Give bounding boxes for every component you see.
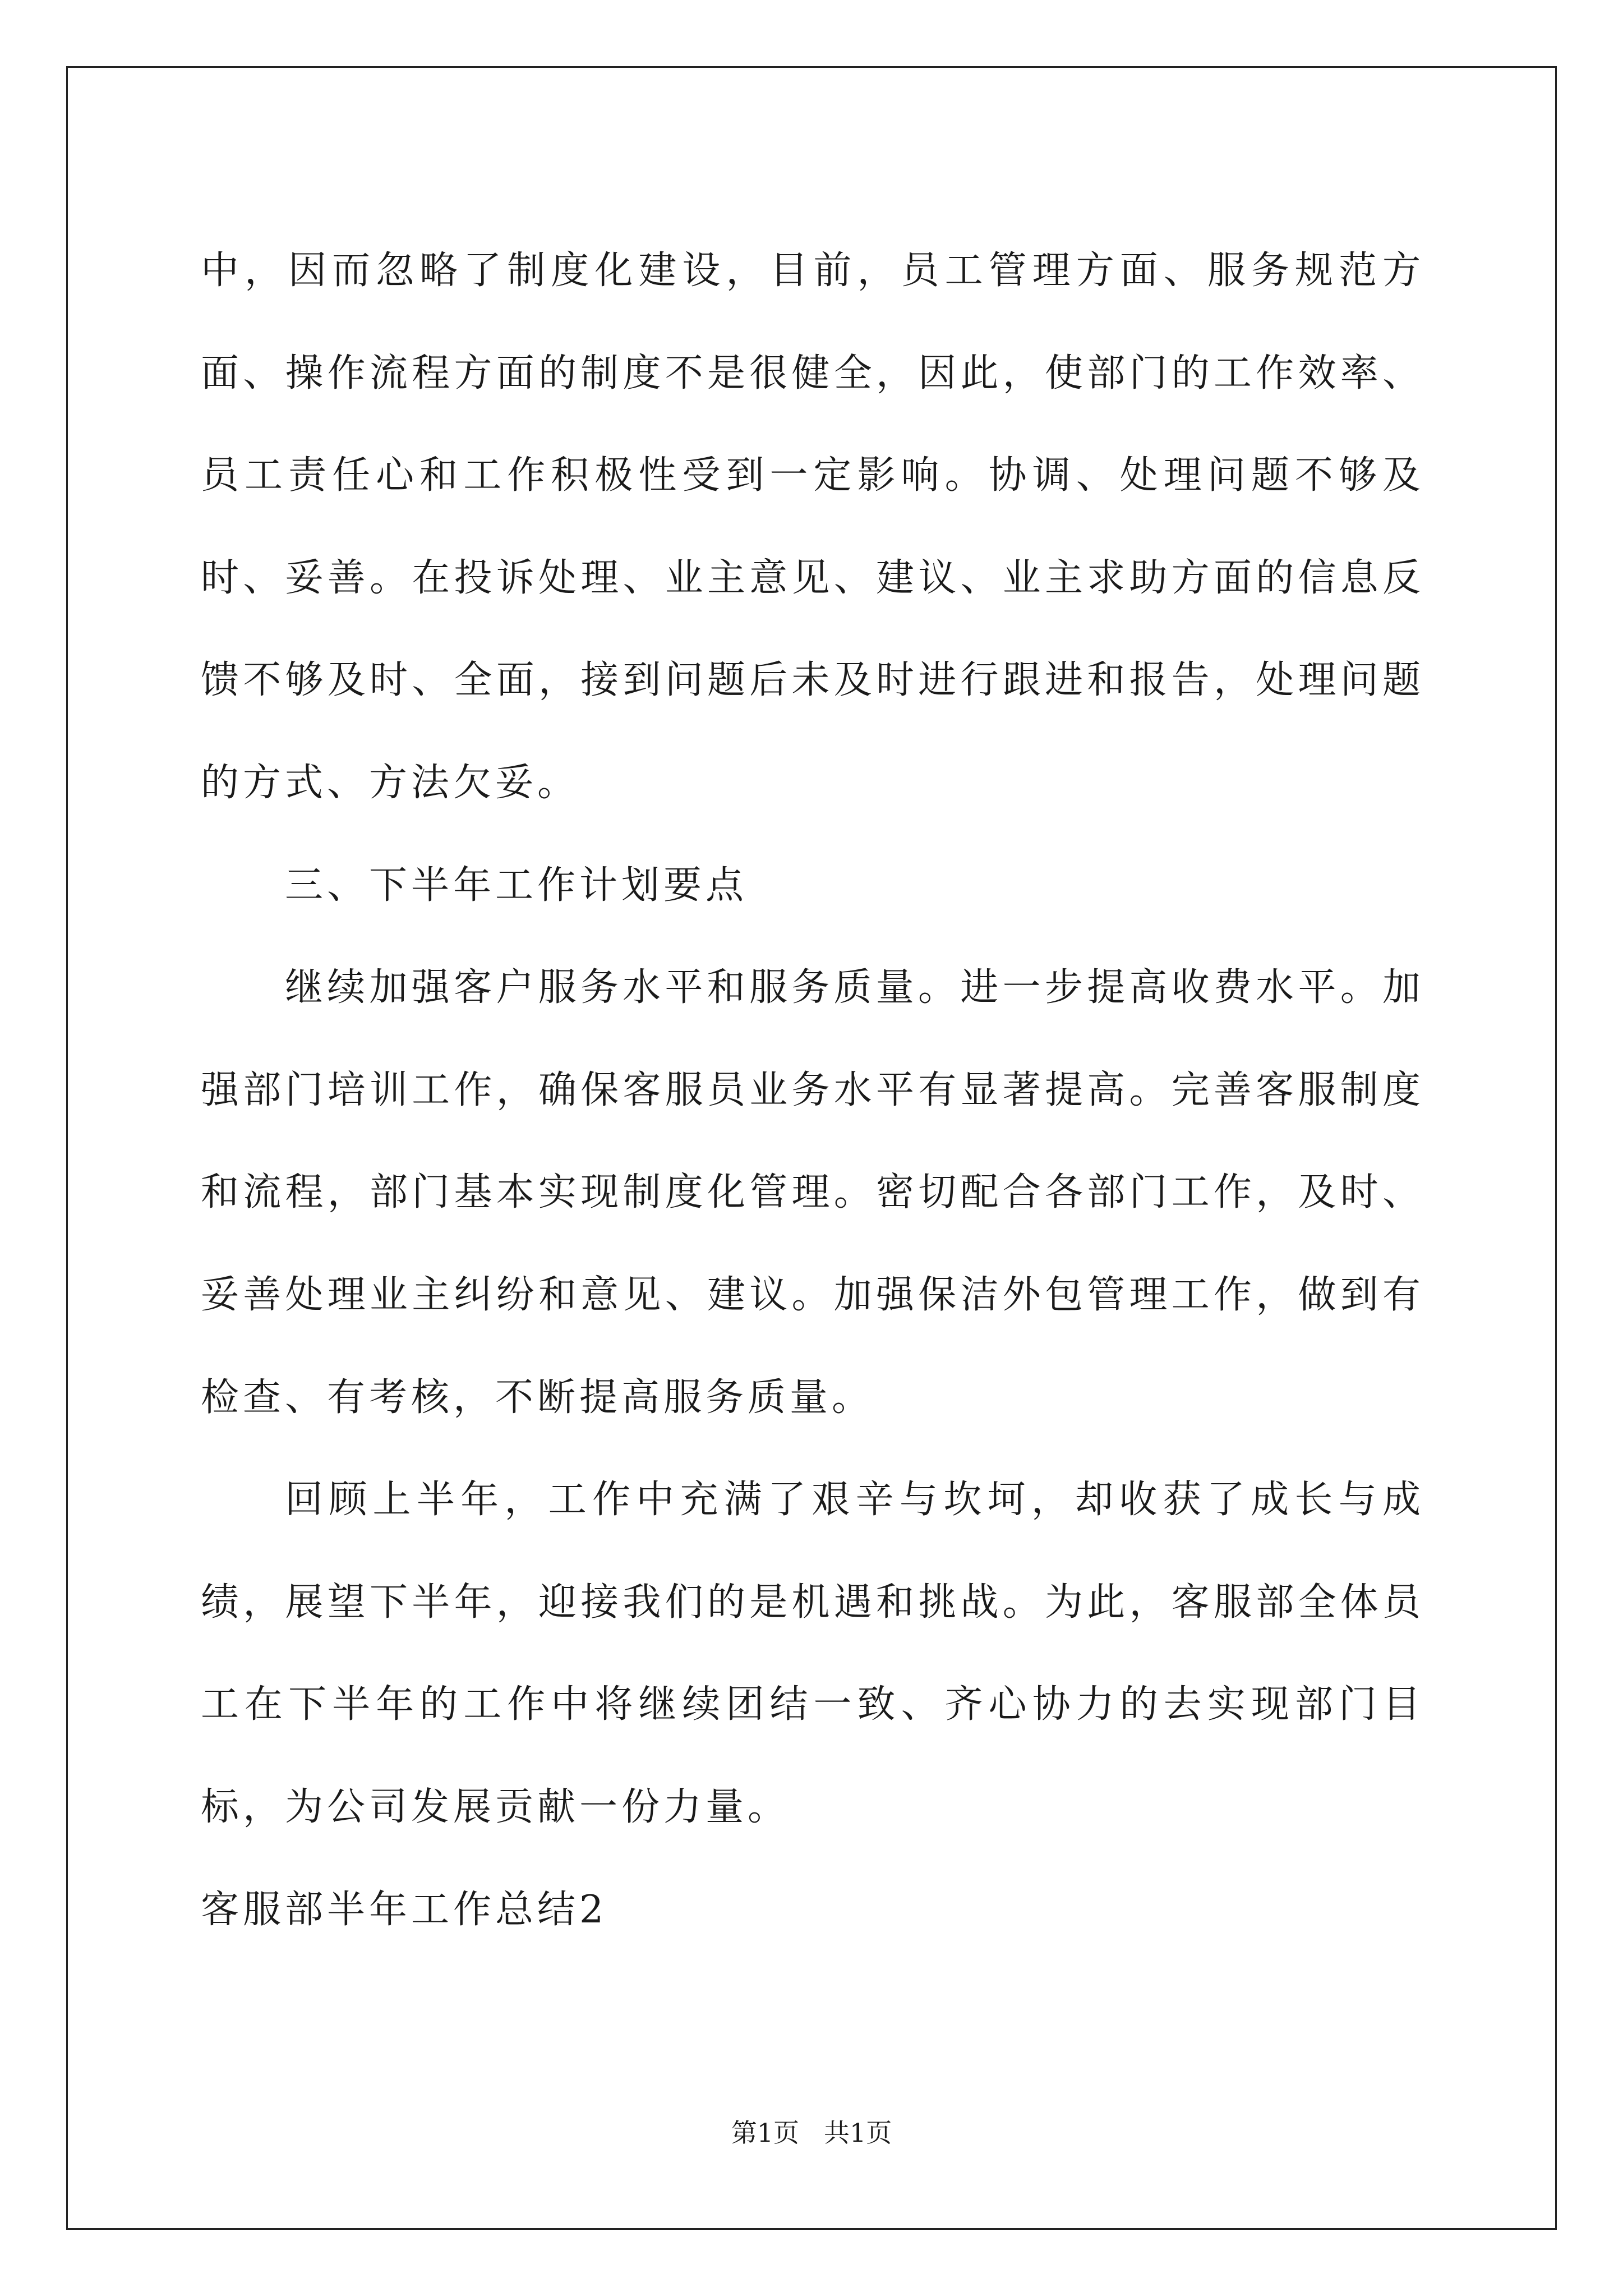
paragraph-plan: 继续加强客户服务水平和服务质量。进一步提高收费水平。加强部门培训工作，确保客服员业务水平有显著提高。完善客服制度和流程，部门基本实现制度化管理。密切配合各部门工作，及时、妥善处理业主纠纷和意见、建议。加强保洁外包管理工作，做到有检查、有考核，不断提高服务质量。	[201, 965, 1424, 1420]
page-number: 第1页	[731, 2118, 800, 2148]
page-footer	[0, 2116, 1623, 2150]
paragraph-continuation: 中，因而忽略了制度化建设，目前，员工管理方面、服务规范方面、操作流程方面的制度不是很健全，因此，使部门的工作效率、员工责任心和工作积极性受到一定影响。协调、处理问题不够及时、妥善。在投诉处理、业主意见、建议、业主求助方面的信息反馈不够及时、全面，接到问题后未及时进行跟进和报告，处理问题的方式、方法欠妥。	[201, 249, 1424, 805]
page-total: 共1页	[823, 2118, 892, 2148]
next-section-heading: 客服部半年工作总结2	[201, 1887, 608, 1932]
paragraph-review: 回顾上半年，工作中充满了艰辛与坎坷，却收获了成长与成绩，展望下半年，迎接我们的是机遇和挑战。为此，客服部全体员工在下半年的工作中将继续团结一致、齐心协力的去实现部门目标，为公司发展贡献一份力量。	[201, 1478, 1424, 1829]
section-three-title: 三、下半年工作计划要点	[285, 863, 748, 908]
document-body	[201, 220, 1424, 1961]
